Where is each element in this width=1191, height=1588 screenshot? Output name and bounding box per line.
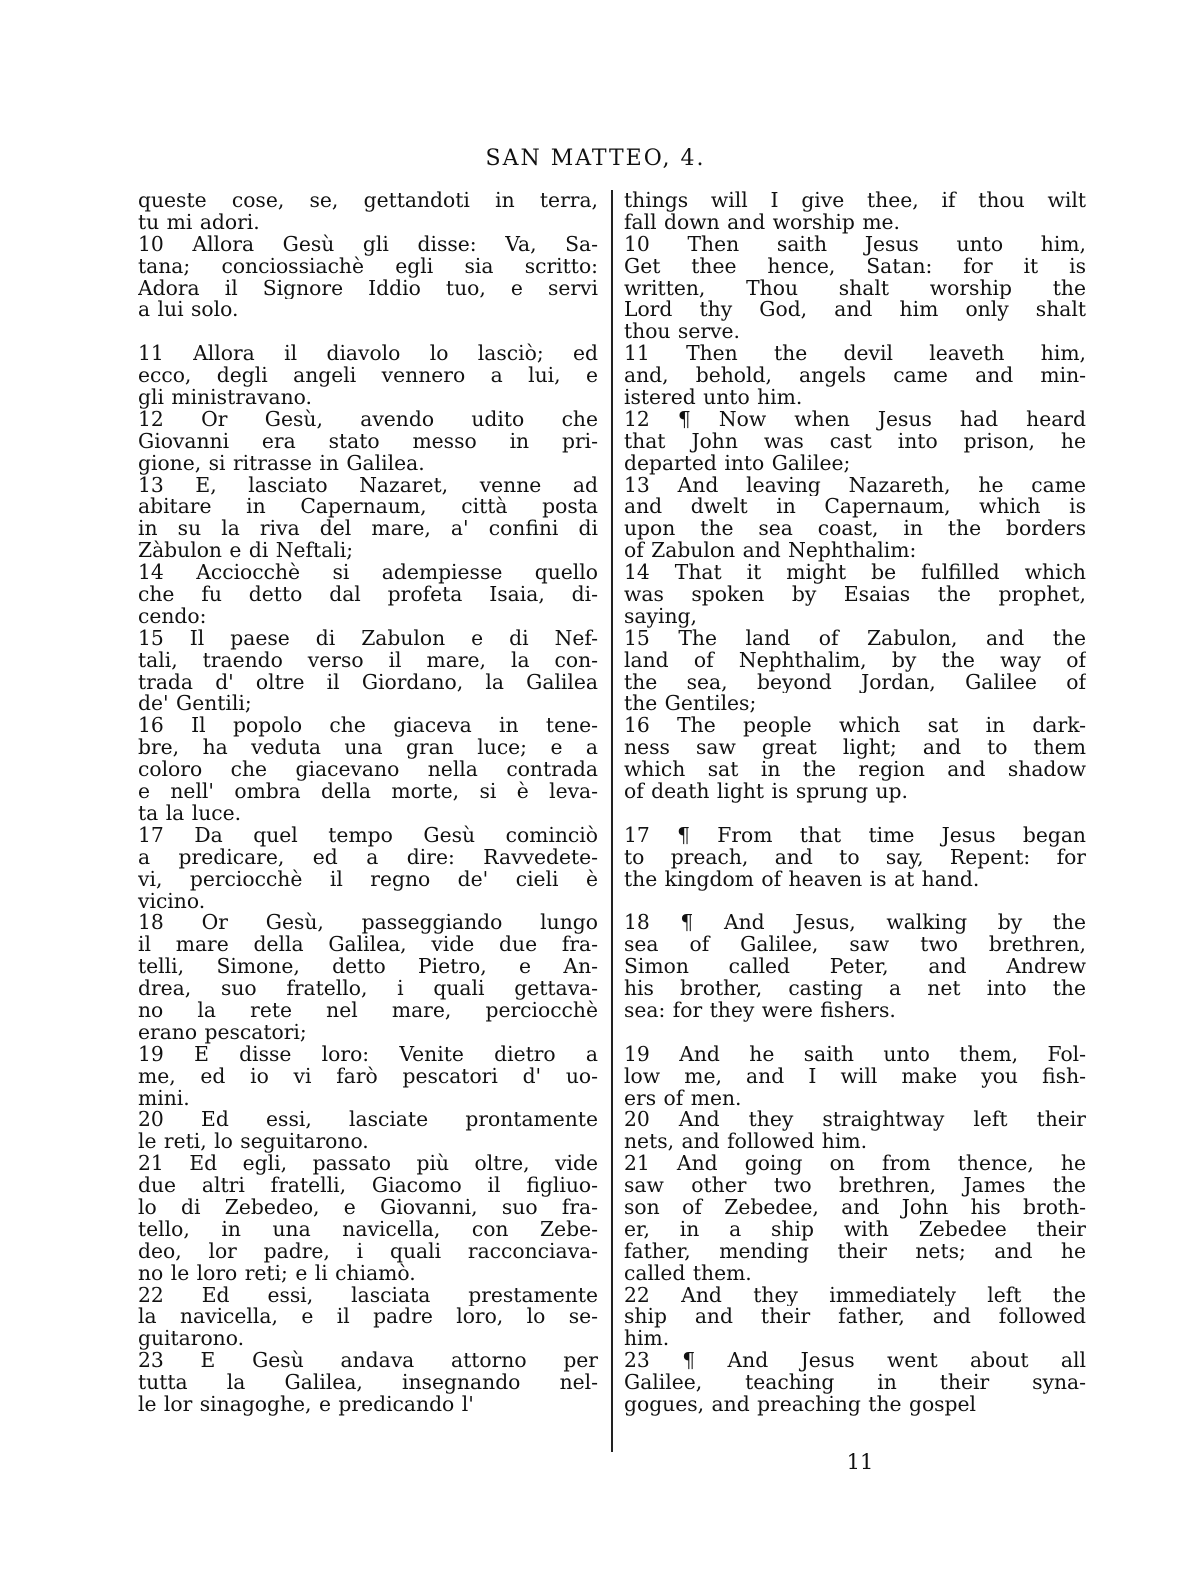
text-line: due altri fratelli, Giacomo il figliuo- (138, 1175, 598, 1197)
text-line: of death light is sprung up. (624, 779, 908, 804)
blank-line (624, 1022, 1086, 1044)
text-line: vicino. (138, 888, 206, 913)
text-line: 20 Ed essi, lasciate prontamente (138, 1109, 598, 1132)
text-line: 11 Allora il diavolo lo lasciò; ed (138, 343, 598, 366)
text-line: land of Nephthalim, by the way of (624, 649, 1086, 672)
text-line: mini. (138, 1085, 190, 1110)
italian-column (138, 190, 598, 1450)
text-line: a predicare, ed a dire: Ravvedete- (138, 846, 598, 869)
text-line: that John was cast into prison, he (624, 430, 1086, 453)
text-line: abitare in Capernaum, città posta (138, 496, 598, 519)
text-line: Giovanni era stato messo in pri- (138, 430, 598, 453)
text-line: Adora il Signore Iddio tuo, e servi (138, 277, 598, 300)
blank-line (624, 803, 1086, 825)
text-line: 17 ¶ From that time Jesus began (624, 824, 1086, 847)
text-line: Get thee hence, Satan: for it is (624, 255, 1086, 278)
text-line: vi, perciocchè il regno de' cieli è (138, 868, 598, 891)
text-line: tutta la Galilea, insegnando nel- (138, 1372, 598, 1394)
blank-line (624, 891, 1086, 913)
text-line: things will I give thee, if thou wilt (624, 190, 1086, 212)
text-line: written, Thou shalt worship the (624, 277, 1086, 300)
text-line: a lui solo. (138, 297, 239, 322)
text-line: son of Zebedee, and John his broth- (624, 1196, 1086, 1219)
text-line: 12 ¶ Now when Jesus had heard (624, 408, 1086, 431)
text-line: 16 Il popolo che giaceva in tene- (138, 715, 598, 738)
text-line: il mare della Galilea, vide due fra- (138, 934, 598, 957)
text-line: Lord thy God, and him only shalt (624, 299, 1086, 322)
text-line: 15 The land of Zabulon, and the (624, 627, 1086, 650)
text-line: tali, traendo verso il mare, la con- (138, 649, 598, 672)
text-line: the kingdom of heaven is at hand. (624, 866, 980, 891)
text-line: thou serve. (624, 319, 740, 344)
text-line: 22 Ed essi, lasciata prestamente (138, 1284, 598, 1307)
column-divider (611, 190, 613, 1452)
text-line: me, ed io vi farò pescatori d' uo- (138, 1065, 598, 1088)
text-line: telli, Simone, detto Pietro, e An- (138, 956, 598, 979)
text-line: ness saw great light; and to them (624, 737, 1086, 760)
text-line: 23 E Gesù andava attorno per (138, 1350, 598, 1373)
text-line: which sat in the region and shadow (624, 759, 1086, 782)
text-line: 10 Then saith Jesus unto him, (624, 233, 1086, 256)
text-line: 14 That it might be fulfilled which (624, 562, 1086, 585)
text-line: 20 And they straightway left their (624, 1109, 1086, 1132)
blank-line (138, 321, 598, 343)
text-line: sea of Galilee, saw two brethren, (624, 934, 1086, 957)
text-line: ship and their father, and followed (624, 1306, 1086, 1329)
text-line: che fu detto dal profeta Isaia, di- (138, 584, 598, 606)
text-line: sea: for they were fishers. (624, 997, 896, 1022)
text-line: low me, and I will make you fish- (624, 1065, 1086, 1088)
text-line: trada d' oltre il Giordano, la Galilea (138, 671, 598, 694)
text-line: departed into Galilee; (624, 450, 851, 475)
text-line: gione, si ritrasse in Galilea. (138, 450, 425, 475)
text-line: in su la riva del mare, a' confini di (138, 518, 598, 541)
text-line: bre, ha veduta una gran luce; e a (138, 737, 598, 760)
text-line: the Gentiles; (624, 691, 757, 716)
text-line: cendo: (138, 603, 207, 628)
text-line: upon the sea coast, in the borders (624, 518, 1086, 541)
text-line: 21 And going on from thence, he (624, 1153, 1086, 1176)
text-line: tello, in una navicella, con Zebe- (138, 1218, 598, 1241)
text-line: le lor sinagoghe, e predicando l' (138, 1391, 474, 1416)
text-line: 16 The people which sat in dark- (624, 715, 1086, 738)
text-line: 10 Allora Gesù gli disse: Va, Sa- (138, 233, 598, 256)
text-line: 18 Or Gesù, passeggiando lungo (138, 912, 598, 935)
text-line: tana; conciossiachè egli sia scritto: (138, 255, 598, 278)
text-line: 14 Acciocchè si adempiesse quello (138, 562, 598, 585)
text-line: 11 Then the devil leaveth him, (624, 343, 1086, 366)
text-line: istered unto him. (624, 385, 803, 410)
text-line: lo di Zebedeo, e Giovanni, suo fra- (138, 1196, 598, 1219)
text-line: deo, lor padre, i quali racconciava- (138, 1240, 598, 1263)
text-line: e nell' ombra della morte, si è leva- (138, 781, 598, 803)
text-line: 22 And they immediately left the (624, 1284, 1086, 1307)
text-line: 15 Il paese di Zabulon e di Nef- (138, 627, 598, 650)
text-line: Galilee, teaching in their syna- (624, 1372, 1086, 1394)
text-line: and, behold, angels came and min- (624, 365, 1086, 388)
text-line: drea, suo fratello, i quali gettava- (138, 978, 598, 1000)
text-line: 18 ¶ And Jesus, walking by the (624, 912, 1086, 935)
text-line: gli ministravano. (138, 385, 312, 410)
text-line: le reti, lo seguitarono. (138, 1129, 369, 1154)
english-column (624, 190, 1086, 1450)
text-line: was spoken by Esaias the prophet, (624, 584, 1086, 606)
text-line: 23 ¶ And Jesus went about all (624, 1350, 1086, 1373)
text-line: coloro che giacevano nella contrada (138, 759, 598, 782)
text-line: erano pescatori; (138, 1019, 307, 1044)
text-line: tu mi adori. (138, 209, 260, 234)
text-line: his brother, casting a net into the (624, 978, 1086, 1000)
text-line: of Zabulon and Nephthalim: (624, 538, 917, 563)
text-line: no le loro reti; e li chiamò. (138, 1260, 416, 1285)
text-line: no la rete nel mare, perciocchè (138, 999, 598, 1022)
running-header: SAN MATTEO, 4. (485, 146, 706, 171)
text-line: la navicella, e il padre loro, lo se- (138, 1306, 598, 1329)
text-line: de' Gentili; (138, 691, 252, 716)
text-line: 17 Da quel tempo Gesù cominciò (138, 824, 598, 847)
text-line: 19 And he saith unto them, Fol- (624, 1043, 1086, 1066)
text-line: ecco, degli angeli vennero a lui, e (138, 365, 598, 388)
text-line: ta la luce. (138, 800, 242, 825)
text-line: and dwelt in Capernaum, which is (624, 496, 1086, 519)
text-line: saying, (624, 603, 697, 628)
text-line: guitarono. (138, 1326, 245, 1351)
text-line: 12 Or Gesù, avendo udito che (138, 408, 598, 431)
text-line: gogues, and preaching the gospel (624, 1391, 977, 1416)
page-number: 11 (846, 1450, 874, 1474)
text-line: father, mending their nets; and he (624, 1240, 1086, 1263)
text-line: queste cose, se, gettandoti in terra, (138, 190, 598, 212)
text-line: the sea, beyond Jordan, Galilee of (624, 671, 1086, 694)
text-line: him. (624, 1326, 670, 1351)
text-line: fall down and worship me. (624, 209, 900, 234)
text-line: 19 E disse loro: Venite dietro a (138, 1043, 598, 1066)
text-line: nets, and followed him. (624, 1129, 868, 1154)
text-line: Simon called Peter, and Andrew (624, 956, 1086, 979)
text-line: 13 E, lasciato Nazaret, venne ad (138, 474, 598, 497)
text-line: ers of men. (624, 1085, 742, 1110)
text-line: called them. (624, 1260, 752, 1285)
text-line: Zàbulon e di Neftali; (138, 538, 354, 563)
text-line: saw other two brethren, James the (624, 1175, 1086, 1197)
text-line: to preach, and to say, Repent: for (624, 846, 1086, 869)
text-line: er, in a ship with Zebedee their (624, 1218, 1086, 1241)
text-line: 21 Ed egli, passato più oltre, vide (138, 1153, 598, 1176)
text-line: 13 And leaving Nazareth, he came (624, 474, 1086, 497)
